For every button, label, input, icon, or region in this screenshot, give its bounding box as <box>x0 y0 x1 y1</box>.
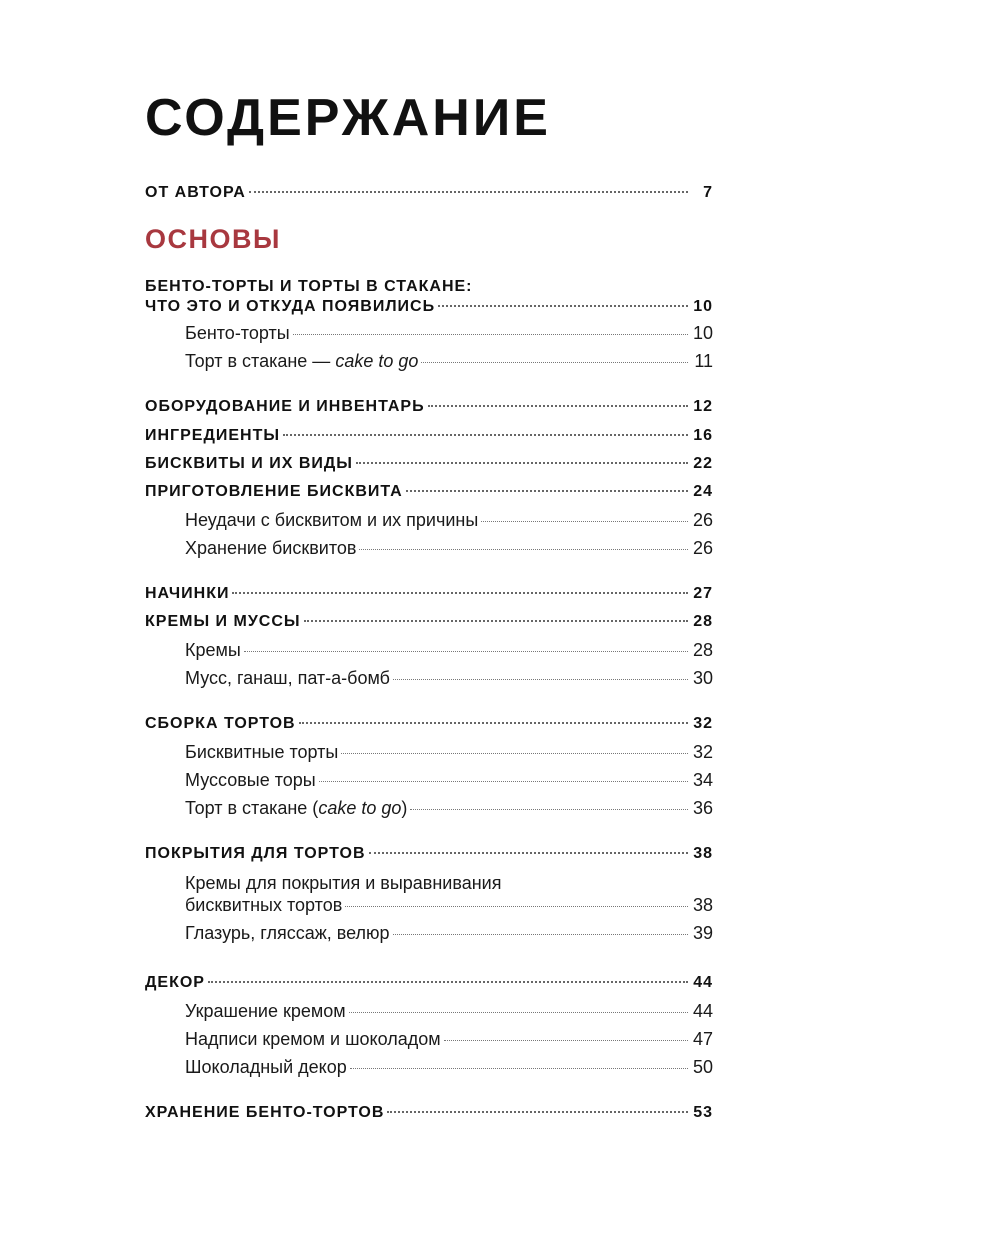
toc-entry-sponge-fail[interactable] <box>185 510 713 531</box>
entry-label: Украшение кремом <box>185 1001 346 1021</box>
toc-entry-sponge-types[interactable] <box>145 455 713 473</box>
entry-label: Хранение бисквитов <box>185 538 357 558</box>
toc-entry-ingredients[interactable] <box>145 427 713 445</box>
toc-entry-glaze[interactable] <box>185 923 713 944</box>
entry-page: 36 <box>692 798 713 818</box>
entry-label: Торт в стакане — cake to go <box>185 351 419 371</box>
toc-entry-mousse-cakes[interactable] <box>185 770 713 791</box>
dot-leader <box>428 405 688 407</box>
section-title: ОСНОВЫ <box>145 224 281 254</box>
entry-page: 12 <box>693 398 713 415</box>
dot-leader <box>481 521 688 522</box>
entry-page: 50 <box>692 1057 713 1077</box>
dot-leader <box>293 334 688 335</box>
entry-page: 44 <box>692 1001 713 1021</box>
dot-leader <box>249 191 688 193</box>
entry-page: 7 <box>703 184 713 201</box>
entry-label: Шоколадный декор <box>185 1057 347 1077</box>
entry-page: 44 <box>693 974 713 991</box>
entry-page: 26 <box>692 510 713 530</box>
entry-page: 53 <box>693 1104 713 1121</box>
entry-page: 24 <box>693 483 713 500</box>
toc-entry-storage[interactable] <box>145 1104 713 1122</box>
dot-leader <box>393 679 688 680</box>
dot-leader <box>345 906 688 907</box>
dot-leader <box>319 781 688 782</box>
dot-leader <box>350 1068 688 1069</box>
entry-page: 11 <box>694 351 713 371</box>
italic-term: cake to go <box>335 351 419 371</box>
toc-entry-sponge-prep[interactable] <box>145 483 713 501</box>
dot-leader <box>369 852 689 854</box>
dot-leader <box>283 434 688 436</box>
entry-label-line1: Кремы для покрытия и выравнивания <box>185 873 502 893</box>
entry-label: Надписи кремом и шоколадом <box>185 1029 441 1049</box>
entry-label: ПОКРЫТИЯ ДЛЯ ТОРТОВ <box>145 845 366 862</box>
dot-leader <box>410 809 688 810</box>
toc-entry-from-author[interactable] <box>145 184 713 202</box>
entry-label: ДЕКОР <box>145 974 205 991</box>
dot-leader <box>438 305 688 307</box>
dot-leader <box>232 592 688 594</box>
entry-label: Мусс, ганаш, пат-а-бомб <box>185 668 390 688</box>
dot-leader <box>349 1012 688 1013</box>
entry-label: Муссовые торы <box>185 770 316 790</box>
toc-entry-sponge-store[interactable] <box>185 538 713 559</box>
entry-page: 28 <box>693 613 713 630</box>
dot-leader <box>304 620 688 622</box>
entry-label: Бисквитные торты <box>185 742 339 762</box>
toc-entry-equipment[interactable] <box>145 398 713 416</box>
entry-page: 28 <box>692 640 713 660</box>
dot-leader <box>387 1111 688 1113</box>
entry-label: ИНГРЕДИЕНТЫ <box>145 427 281 444</box>
entry-page: 26 <box>692 538 713 558</box>
entry-label: КРЕМЫ И МУССЫ <box>145 613 301 630</box>
entry-label: ОТ АВТОРА <box>145 184 246 201</box>
entry-page: 30 <box>692 668 713 688</box>
toc-entry-cake-glass[interactable] <box>185 798 713 819</box>
entry-label: Бенто-торты <box>185 323 290 343</box>
entry-label-line2: ЧТО ЭТО И ОТКУДА ПОЯВИЛИСЬ <box>145 298 436 315</box>
entry-page: 32 <box>692 742 713 762</box>
dot-leader <box>421 362 688 363</box>
entry-label: НАЧИНКИ <box>145 585 230 602</box>
entry-page: 22 <box>693 455 713 472</box>
toc-entry-assembly[interactable] <box>145 715 713 733</box>
dot-leader <box>393 934 688 935</box>
toc-entry-bento[interactable] <box>145 276 713 316</box>
dot-leader <box>341 753 688 754</box>
toc-entry-creams-mousses[interactable] <box>145 613 713 631</box>
toc-entry-mousse[interactable] <box>185 668 713 689</box>
toc-entry-choc-decor[interactable] <box>185 1057 713 1078</box>
entry-page: 10 <box>692 323 713 343</box>
page-title: СОДЕРЖАНИЕ <box>145 89 551 147</box>
toc-entry-inscriptions[interactable] <box>185 1029 713 1050</box>
toc-entry-decor[interactable] <box>145 974 713 992</box>
toc-entry-bento-cakes[interactable] <box>185 323 713 344</box>
toc-entry-cake-to-go[interactable] <box>185 351 713 372</box>
dot-leader <box>244 651 688 652</box>
entry-label-line2: бисквитных тортов <box>185 895 343 915</box>
entry-label: ПРИГОТОВЛЕНИЕ БИСКВИТА <box>145 483 403 500</box>
dot-leader <box>356 462 688 464</box>
entry-label: Торт в стакане (cake to go) <box>185 798 408 818</box>
toc-entry-coatings[interactable] <box>145 845 713 863</box>
dot-leader <box>406 490 688 492</box>
dot-leader <box>299 722 688 724</box>
dot-leader <box>208 981 688 983</box>
toc-entry-coating-creams[interactable] <box>185 872 713 916</box>
entry-page: 39 <box>692 923 713 943</box>
entry-page: 16 <box>693 427 713 444</box>
entry-label: ОБОРУДОВАНИЕ И ИНВЕНТАРЬ <box>145 398 425 415</box>
entry-label: СБОРКА ТОРТОВ <box>145 715 296 732</box>
entry-label: Глазурь, гляссаж, велюр <box>185 923 390 943</box>
entry-page: 10 <box>693 298 713 315</box>
entry-label-line1: БЕНТО-ТОРТЫ И ТОРТЫ В СТАКАНЕ: <box>145 278 473 295</box>
dot-leader <box>444 1040 688 1041</box>
toc-entry-cream-decor[interactable] <box>185 1001 713 1022</box>
entry-label: Кремы <box>185 640 241 660</box>
toc-entry-fillings[interactable] <box>145 585 713 603</box>
toc-entry-sponge-cakes[interactable] <box>185 742 713 763</box>
entry-page: 38 <box>692 895 713 915</box>
entry-page: 32 <box>693 715 713 732</box>
dot-leader <box>359 549 688 550</box>
entry-page: 34 <box>692 770 713 790</box>
italic-term: cake to go <box>318 798 402 818</box>
entry-label: ХРАНЕНИЕ БЕНТО-ТОРТОВ <box>145 1104 385 1121</box>
entry-page: 47 <box>692 1029 713 1049</box>
entry-label: БИСКВИТЫ И ИХ ВИДЫ <box>145 455 353 472</box>
entry-page: 38 <box>693 845 713 862</box>
entry-page: 27 <box>693 585 713 602</box>
entry-label: Неудачи с бисквитом и их причины <box>185 510 479 530</box>
toc-entry-creams[interactable] <box>185 640 713 661</box>
